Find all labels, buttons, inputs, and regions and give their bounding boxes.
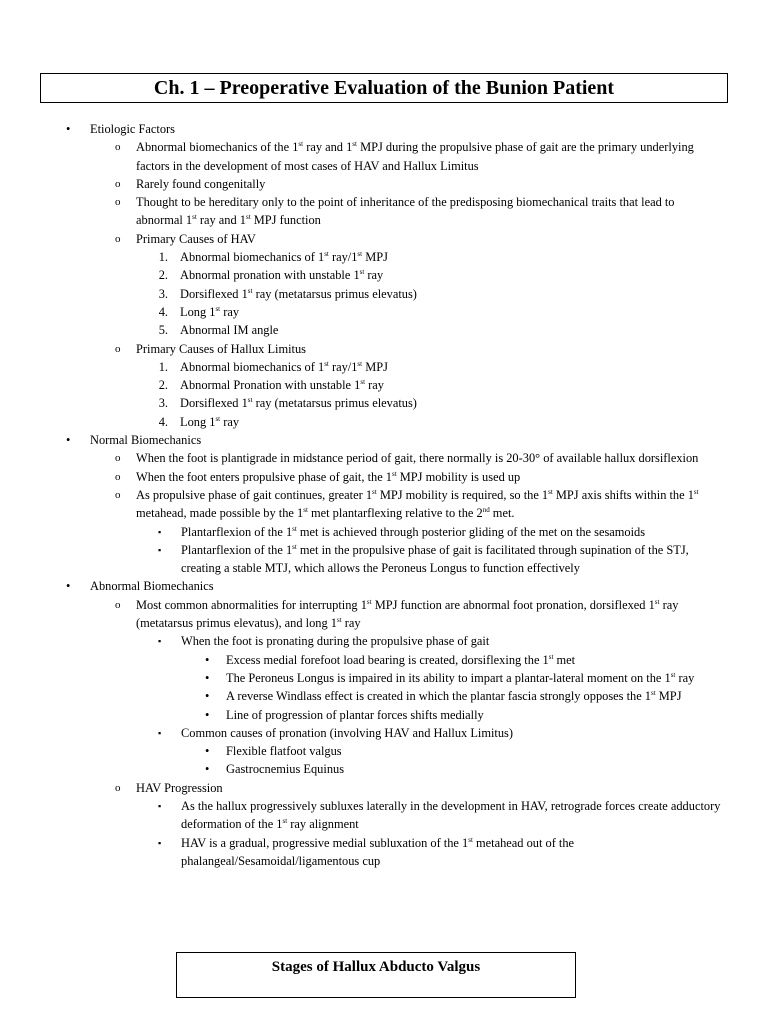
- outline-item-text: Abnormal Biomechanics: [90, 579, 214, 594]
- outline-item-text: Gastrocnemius Equinus: [226, 762, 345, 777]
- outline-item-text: Etiologic Factors: [90, 122, 175, 136]
- outline-item-text: Normal Biomechanics: [90, 433, 202, 448]
- outline-item: [0, 523, 768, 541]
- outline-item: [0, 431, 768, 449]
- list-marker: •: [205, 762, 210, 777]
- list-marker: 1.: [158, 359, 168, 374]
- outline-item-text: As propulsive phase of gait continues, greater 1st MPJ mobility is required, so the 1st MPJ axis shifts within the 1st metahead, made possible by the 1st met plantarflexing relative to the 2nd met.: [136, 487, 699, 521]
- list-marker: o: [115, 781, 121, 794]
- outline-item-text: Abnormal Pronation with unstable 1st ray: [180, 378, 384, 393]
- outline-item: [0, 760, 768, 778]
- list-marker: o: [115, 452, 121, 465]
- list-marker: •: [205, 689, 210, 704]
- outline-item-text: Abnormal IM angle: [180, 323, 279, 338]
- outline-item: [0, 138, 768, 175]
- list-marker: o: [115, 177, 121, 190]
- outline-item-text: HAV Progression: [136, 780, 223, 795]
- list-marker: o: [115, 342, 121, 355]
- outline-item: [0, 175, 768, 193]
- list-marker: •: [66, 579, 71, 594]
- outline-item: [0, 651, 768, 669]
- list-marker: ▪: [158, 544, 162, 555]
- outline-item-text: Plantarflexion of the 1st met in the propulsive phase of gait is facilitated through supination of the STJ, creating a stable MTJ, which allows the Peroneus Longus to function effectively: [181, 542, 689, 576]
- outline-item: [0, 596, 768, 633]
- outline-item-text: Most common abnormalities for interrupting 1st MPJ function are abnormal foot pronation, dorsiflexed 1st ray (metatarsus primus elevatus), and long 1st ray: [136, 597, 679, 631]
- outline-item: [0, 376, 768, 394]
- outline-item-text: As the hallux progressively subluxes laterally in the development in HAV, retrograde forces create adductory deformation of the 1st ray alignment: [181, 798, 721, 832]
- list-marker: 1.: [158, 250, 168, 265]
- outline-item: [0, 321, 768, 339]
- list-marker: o: [115, 598, 121, 611]
- outline-item: [0, 230, 768, 248]
- outline-item-text: Thought to be hereditary only to the point of inheritance of the predisposing biomechanical traits that lead to abnormal 1st ray and 1st MPJ function: [136, 195, 675, 228]
- outline-item: [0, 285, 768, 303]
- chapter-title: Ch. 1 – Preoperative Evaluation of the Bunion Patient: [40, 73, 728, 103]
- outline-item-text: Rarely found congenitally: [136, 176, 266, 191]
- outline-item-text: Primary Causes of HAV: [136, 231, 256, 246]
- outline-item: [0, 706, 768, 724]
- outline-list: [0, 120, 768, 870]
- outline-item: [0, 687, 768, 705]
- outline-item-text: Dorsiflexed 1st ray (metatarsus primus elevatus): [180, 286, 417, 301]
- outline-item: [0, 449, 768, 467]
- list-marker: •: [205, 744, 210, 759]
- outline-item: [0, 358, 768, 376]
- outline-item: [0, 266, 768, 284]
- outline-item: [0, 120, 768, 138]
- outline-item: [0, 468, 768, 486]
- list-marker: •: [205, 707, 210, 722]
- outline-item-text: Abnormal biomechanics of 1st ray/1st MPJ: [180, 249, 388, 265]
- outline-item-text: Common causes of pronation (involving HAV and Hallux Limitus): [181, 725, 513, 740]
- list-marker: o: [115, 141, 121, 154]
- list-marker: •: [66, 433, 71, 448]
- outline-item: [0, 724, 768, 742]
- list-marker: o: [115, 196, 121, 209]
- outline-item-text: Flexible flatfoot valgus: [226, 744, 342, 759]
- outline-item: [0, 669, 768, 687]
- outline-item-text: Excess medial forefoot load bearing is created, dorsiflexing the 1st met: [226, 652, 576, 667]
- list-marker: 3.: [158, 286, 168, 301]
- outline-item-text: Line of progression of plantar forces shifts medially: [226, 707, 484, 722]
- outline-item-text: Primary Causes of Hallux Limitus: [136, 341, 307, 356]
- outline-item-text: When the foot is pronating during the propulsive phase of gait: [181, 634, 490, 649]
- outline-item: [0, 486, 768, 523]
- outline-item-text: Abnormal pronation with unstable 1st ray: [180, 268, 384, 283]
- outline-item: [0, 541, 768, 578]
- outline-item: [0, 394, 768, 412]
- outline-item: [0, 193, 768, 230]
- list-marker: o: [115, 232, 121, 245]
- list-marker: 4.: [158, 304, 168, 319]
- outline-item-text: HAV is a gradual, progressive medial subluxation of the 1st metahead out of the phalangeal/Sesamoidal/ligamentous cup: [181, 835, 575, 868]
- outline-item: [0, 248, 768, 266]
- list-marker: o: [115, 470, 121, 483]
- outline-item-text: Long 1st ray: [180, 414, 240, 429]
- outline-item-text: Plantarflexion of the 1st met is achieved through posterior gliding of the met on the sesamoids: [181, 524, 646, 539]
- list-marker: 4.: [158, 414, 168, 429]
- outline-item-text: A reverse Windlass effect is created in which the plantar fascia strongly opposes the 1st MPJ: [226, 689, 682, 704]
- outline-item-text: When the foot is plantigrade in midstance period of gait, there normally is 20-30° of available hallux dorsiflexion: [136, 451, 699, 466]
- list-marker: ▪: [158, 800, 162, 811]
- outline-item-text: Abnormal biomechanics of the 1st ray and 1st MPJ during the propulsive phase of gait are the primary underlying factors in the development of most cases of HAV and Hallux Limitus: [136, 140, 694, 173]
- outline-item-text: Dorsiflexed 1st ray (metatarsus primus elevatus): [180, 396, 417, 411]
- outline-item: [0, 797, 768, 834]
- outline-item: [0, 779, 768, 797]
- list-marker: 3.: [158, 396, 168, 411]
- outline-item: [0, 340, 768, 358]
- list-marker: 5.: [158, 323, 168, 338]
- outline-item: [0, 834, 768, 871]
- stages-heading: Stages of Hallux Abducto Valgus: [271, 959, 481, 975]
- outline-item: [0, 413, 768, 431]
- list-marker: 2.: [158, 378, 168, 393]
- stages-heading-box: [176, 952, 576, 998]
- outline-item-text: When the foot enters propulsive phase of gait, the 1st MPJ mobility is used up: [136, 469, 521, 484]
- list-marker: •: [205, 652, 210, 667]
- list-marker: ▪: [158, 837, 162, 848]
- outline-item: [0, 577, 768, 595]
- outline-item: [0, 632, 768, 650]
- list-marker: •: [205, 670, 210, 685]
- outline-item-text: Long 1st ray: [180, 304, 240, 319]
- list-marker: ▪: [158, 526, 162, 537]
- outline-item: [0, 303, 768, 321]
- list-marker: •: [66, 122, 71, 136]
- outline-item-text: The Peroneus Longus is impaired in its ability to impart a plantar-lateral moment on the 1st ray: [226, 670, 695, 685]
- list-marker: o: [115, 488, 121, 501]
- list-marker: 2.: [158, 268, 168, 283]
- outline-item: [0, 742, 768, 760]
- outline-item-text: Abnormal biomechanics of 1st ray/1st MPJ: [180, 359, 388, 374]
- list-marker: ▪: [158, 636, 162, 647]
- list-marker: ▪: [158, 727, 162, 738]
